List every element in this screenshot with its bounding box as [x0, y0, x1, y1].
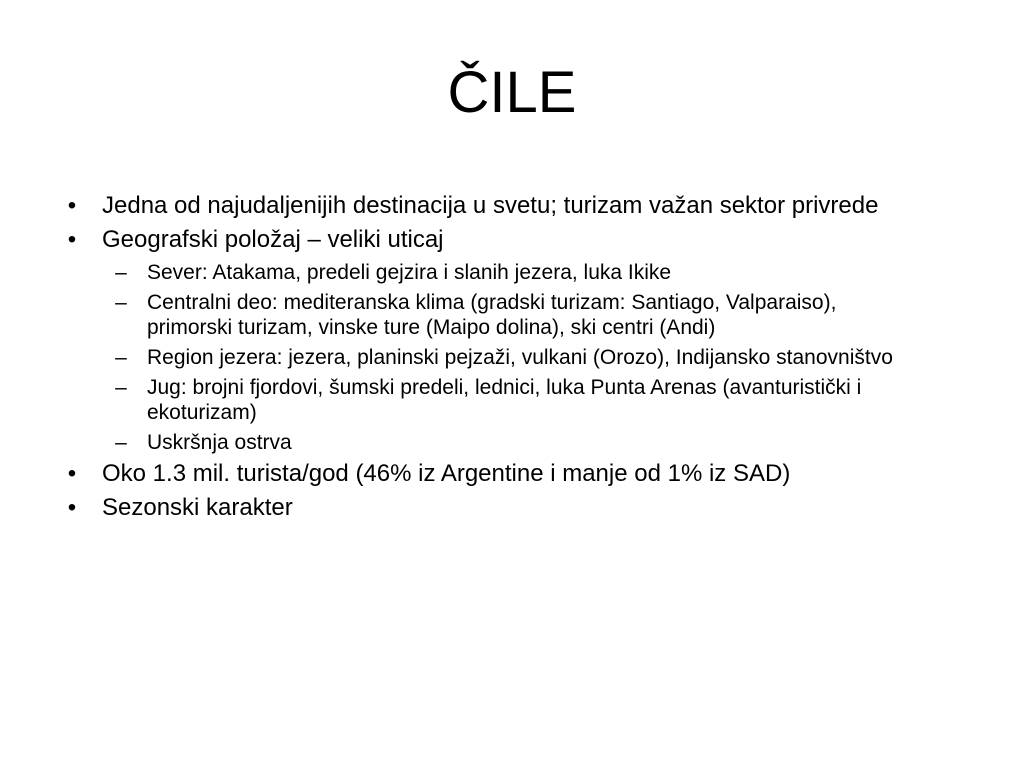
bullet-marker: • — [67, 226, 77, 253]
sub-bullet-marker: – — [115, 346, 127, 369]
bullet-item — [67, 494, 922, 522]
bullet-marker: • — [67, 192, 77, 219]
bullet-list — [0, 192, 1024, 528]
sub-bullet-item — [115, 260, 922, 285]
sub-bullet-marker: – — [115, 376, 127, 399]
sub-bullet-item — [115, 430, 922, 455]
bullet-marker: • — [67, 460, 77, 487]
sub-bullet-text: Sever: Atakama, predeli gejzira i slanih jezera, luka Ikike — [147, 261, 672, 284]
bullet-text: Sezonski karakter — [102, 494, 293, 521]
bullet-text: Jedna od najudaljenijih destinacija u svetu; turizam važan sektor privrede — [102, 192, 879, 219]
bullet-item — [67, 192, 922, 220]
sub-bullet-text: Centralni deo: mediteranska klima (gradski turizam: Santiago, Valparaiso), primorski turizam, vinske ture (Maipo dolina), ski centri (Andi) — [147, 291, 837, 339]
bullet-item — [67, 226, 922, 254]
sub-bullet-marker: – — [115, 431, 127, 454]
sub-bullet-marker: – — [115, 291, 127, 314]
bullet-text: Geografski položaj – veliki uticaj — [102, 226, 444, 253]
sub-bullet-text: Uskršnja ostrva — [147, 431, 292, 454]
bullet-marker: • — [67, 494, 77, 521]
bullet-text: Oko 1.3 mil. turista/god (46% iz Argentine i manje od 1% iz SAD) — [102, 460, 791, 487]
slide-title: ČILE — [447, 60, 577, 125]
sub-bullet-marker: – — [115, 261, 127, 284]
bullet-item — [67, 460, 922, 488]
sub-bullet-item — [115, 375, 922, 425]
sub-bullet-text: Jug: brojni fjordovi, šumski predeli, lednici, luka Punta Arenas (avanturistički i ekoturizam) — [147, 376, 862, 424]
sub-bullet-text: Region jezera: jezera, planinski pejzaži, vulkani (Orozo), Indijansko stanovništvo — [147, 346, 893, 369]
sub-bullet-item — [115, 345, 922, 370]
sub-bullet-item — [115, 290, 922, 340]
